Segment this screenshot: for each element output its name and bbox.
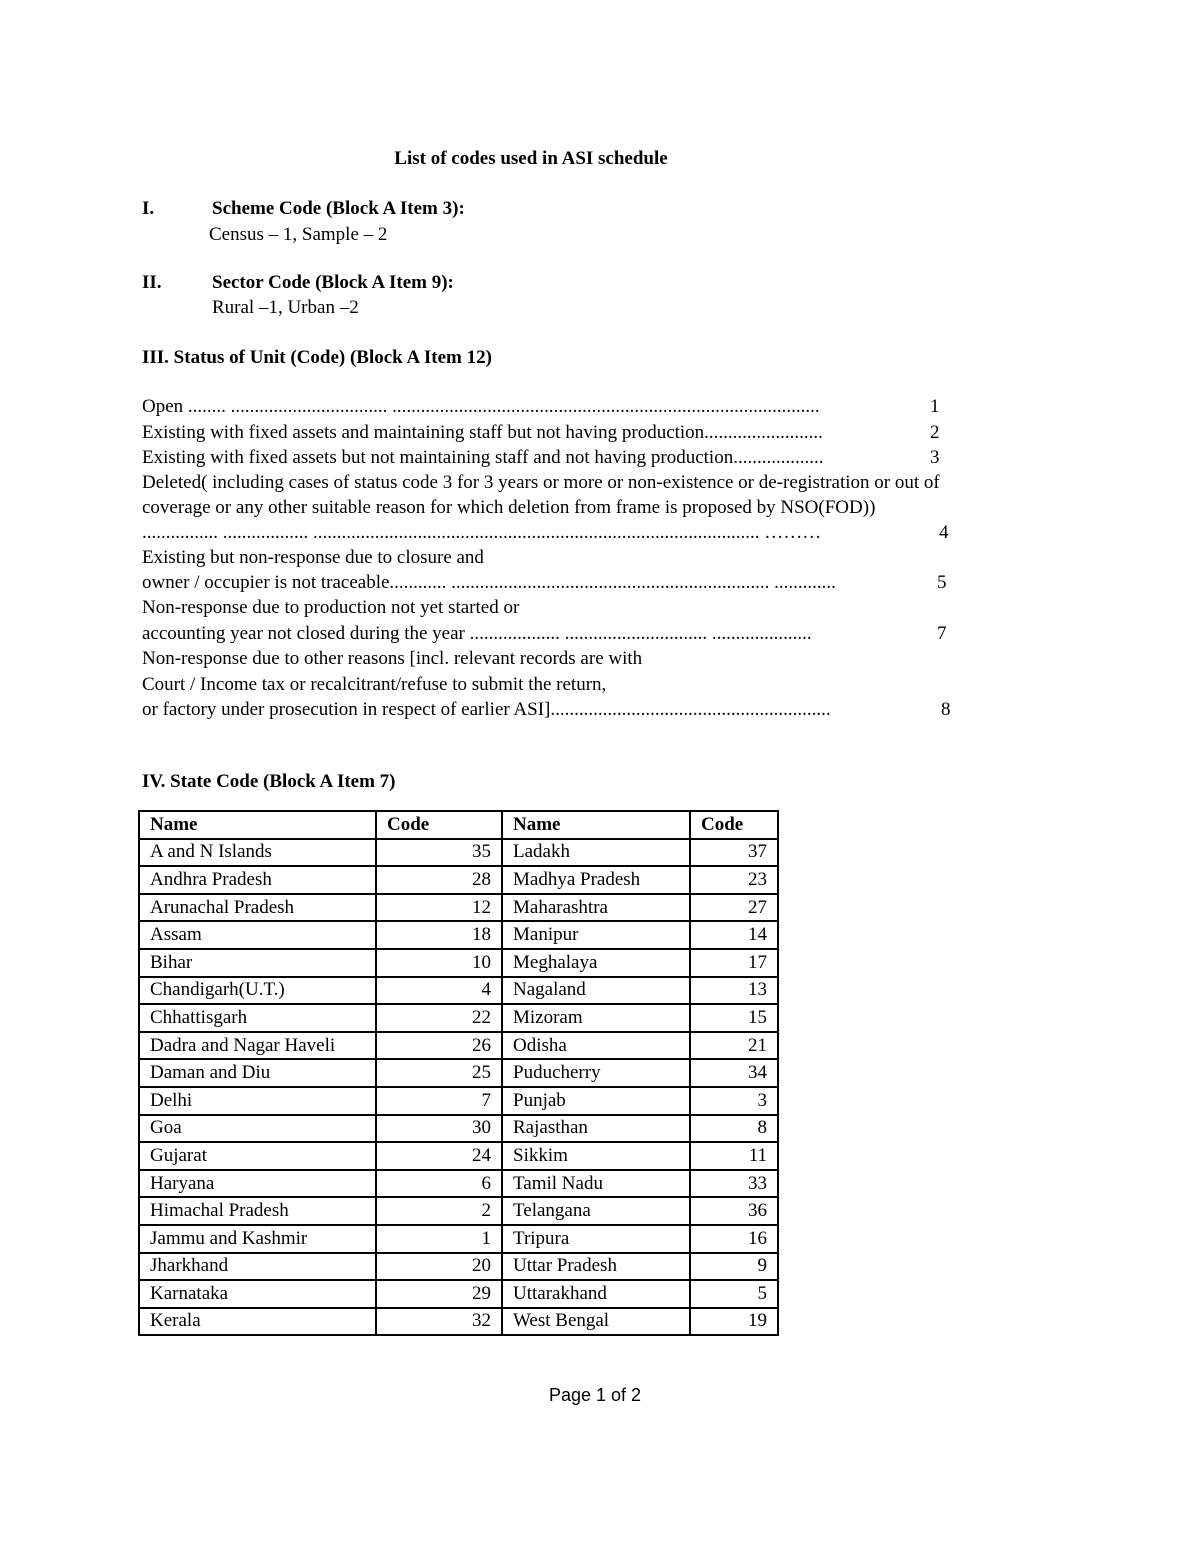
state-code-cell: 20 (376, 1253, 502, 1281)
state-name-cell: Maharashtra (502, 894, 690, 922)
status-heading: III. Status of Unit (Code) (Block A Item 12) (142, 347, 492, 368)
scheme-heading: Scheme Code (Block A Item 3): (212, 198, 465, 219)
status-code: 7 (937, 623, 947, 644)
state-code-cell: 11 (690, 1142, 778, 1170)
header-code: Code (690, 811, 778, 839)
state-name-cell: Karnataka (139, 1280, 376, 1308)
state-name-cell: Telangana (502, 1197, 690, 1225)
table-row (139, 1225, 778, 1253)
state-name-cell: West Bengal (502, 1308, 690, 1336)
state-code-cell: 25 (376, 1059, 502, 1087)
state-name-cell: Meghalaya (502, 949, 690, 977)
state-name-cell: Jharkhand (139, 1253, 376, 1281)
state-name-cell: Kerala (139, 1308, 376, 1336)
status-line: Deleted( including cases of status code 3 for 3 years or more or non-existence or de-registration or out of (142, 472, 940, 493)
table-row (139, 1142, 778, 1170)
status-code: 5 (937, 572, 947, 593)
status-code: 2 (930, 422, 940, 443)
state-code-cell: 15 (690, 1004, 778, 1032)
table-row (139, 1059, 778, 1087)
state-name-cell: Nagaland (502, 977, 690, 1005)
header-name: Name (502, 811, 690, 839)
state-code-cell: 29 (376, 1280, 502, 1308)
table-row (139, 839, 778, 867)
status-line: Existing with fixed assets and maintaining staff but not having production......................... (142, 422, 823, 443)
state-code-cell: 24 (376, 1142, 502, 1170)
state-code-cell: 13 (690, 977, 778, 1005)
state-name-cell: Chhattisgarh (139, 1004, 376, 1032)
state-name-cell: Bihar (139, 949, 376, 977)
scheme-text: Census – 1, Sample – 2 (209, 224, 388, 245)
state-code-cell: 27 (690, 894, 778, 922)
state-code-cell: 23 (690, 866, 778, 894)
status-code: 3 (930, 447, 940, 468)
state-code-cell: 32 (376, 1308, 502, 1336)
state-code-cell: 34 (690, 1059, 778, 1087)
state-name-cell: Punjab (502, 1087, 690, 1115)
status-line: Existing with fixed assets but not maintaining staff and not having production................... (142, 447, 824, 468)
table-row (139, 1087, 778, 1115)
state-code-cell: 12 (376, 894, 502, 922)
state-code-cell: 14 (690, 921, 778, 949)
state-code-cell: 19 (690, 1308, 778, 1336)
state-code-cell: 9 (690, 1253, 778, 1281)
state-code-cell: 18 (376, 921, 502, 949)
state-code-cell: 8 (690, 1115, 778, 1143)
state-name-cell: Goa (139, 1115, 376, 1143)
state-code-cell: 26 (376, 1032, 502, 1060)
status-line: Court / Income tax or recalcitrant/refuse to submit the return, (142, 674, 607, 695)
state-name-cell: Tripura (502, 1225, 690, 1253)
table-header-row (139, 811, 778, 839)
state-code-cell: 4 (376, 977, 502, 1005)
status-line: ................ .................. .............................................................................................. ……… (142, 522, 822, 543)
page-footer: Page 1 of 2 (548, 1385, 642, 1405)
state-name-cell: Himachal Pradesh (139, 1197, 376, 1225)
state-name-cell: Madhya Pradesh (502, 866, 690, 894)
state-code-cell: 21 (690, 1032, 778, 1060)
table-row (139, 1280, 778, 1308)
table-row (139, 1115, 778, 1143)
state-name-cell: Uttarakhand (502, 1280, 690, 1308)
sector-heading: Sector Code (Block A Item 9): (212, 272, 454, 293)
table-row (139, 1170, 778, 1198)
state-code-cell: 22 (376, 1004, 502, 1032)
status-code: 4 (939, 522, 949, 543)
status-line: owner / occupier is not traceable............ ................................................................... ............. (142, 572, 836, 593)
state-name-cell: Dadra and Nagar Haveli (139, 1032, 376, 1060)
state-code-cell: 30 (376, 1115, 502, 1143)
status-line: Open ........ ................................. .......................................................................................... (142, 396, 820, 417)
state-code-table (138, 810, 779, 1336)
state-code-cell: 28 (376, 866, 502, 894)
table-row (139, 1004, 778, 1032)
state-name-cell: Chandigarh(U.T.) (139, 977, 376, 1005)
table-row (139, 866, 778, 894)
state-code-cell: 16 (690, 1225, 778, 1253)
state-name-cell: Gujarat (139, 1142, 376, 1170)
status-line: Non-response due to production not yet started or (142, 597, 520, 618)
status-line: accounting year not closed during the year ................... .............................. ..................... (142, 623, 812, 644)
header-name: Name (139, 811, 376, 839)
state-name-cell: Haryana (139, 1170, 376, 1198)
state-name-cell: Sikkim (502, 1142, 690, 1170)
scheme-roman: I. (142, 198, 155, 219)
table-row (139, 1197, 778, 1225)
state-code-cell: 5 (690, 1280, 778, 1308)
state-name-cell: Puducherry (502, 1059, 690, 1087)
state-code-cell: 33 (690, 1170, 778, 1198)
state-code-cell: 2 (376, 1197, 502, 1225)
state-heading: IV. State Code (Block A Item 7) (142, 771, 396, 792)
state-code-cell: 7 (376, 1087, 502, 1115)
state-code-cell: 6 (376, 1170, 502, 1198)
status-line: Non-response due to other reasons [incl. relevant records are with (142, 648, 643, 669)
state-name-cell: Daman and Diu (139, 1059, 376, 1087)
state-name-cell: Jammu and Kashmir (139, 1225, 376, 1253)
table-row (139, 977, 778, 1005)
table-row (139, 1308, 778, 1336)
state-code-cell: 10 (376, 949, 502, 977)
state-code-cell: 3 (690, 1087, 778, 1115)
state-code-cell: 35 (376, 839, 502, 867)
page-title: List of codes used in ASI schedule (394, 148, 668, 169)
state-name-cell: Arunachal Pradesh (139, 894, 376, 922)
state-name-cell: Delhi (139, 1087, 376, 1115)
state-name-cell: Odisha (502, 1032, 690, 1060)
state-code-cell: 37 (690, 839, 778, 867)
state-code-cell: 1 (376, 1225, 502, 1253)
header-code: Code (376, 811, 502, 839)
state-name-cell: Manipur (502, 921, 690, 949)
status-code: 8 (941, 699, 951, 720)
table-row (139, 921, 778, 949)
status-line: or factory under prosecution in respect of earlier ASI]........................................................... (142, 699, 831, 720)
status-line: coverage or any other suitable reason for which deletion from frame is proposed by NSO(FOD)) (142, 497, 876, 518)
table-row (139, 949, 778, 977)
state-name-cell: Ladakh (502, 839, 690, 867)
state-name-cell: Assam (139, 921, 376, 949)
table-row (139, 1032, 778, 1060)
state-code-cell: 36 (690, 1197, 778, 1225)
status-line: Existing but non-response due to closure and (142, 547, 484, 568)
state-name-cell: Mizoram (502, 1004, 690, 1032)
state-code-cell: 17 (690, 949, 778, 977)
table-row (139, 1253, 778, 1281)
sector-roman: II. (142, 272, 162, 293)
state-name-cell: Andhra Pradesh (139, 866, 376, 894)
state-name-cell: Tamil Nadu (502, 1170, 690, 1198)
state-name-cell: A and N Islands (139, 839, 376, 867)
table-row (139, 894, 778, 922)
status-code: 1 (930, 396, 940, 417)
state-name-cell: Uttar Pradesh (502, 1253, 690, 1281)
sector-text: Rural –1, Urban –2 (212, 297, 359, 318)
state-name-cell: Rajasthan (502, 1115, 690, 1143)
